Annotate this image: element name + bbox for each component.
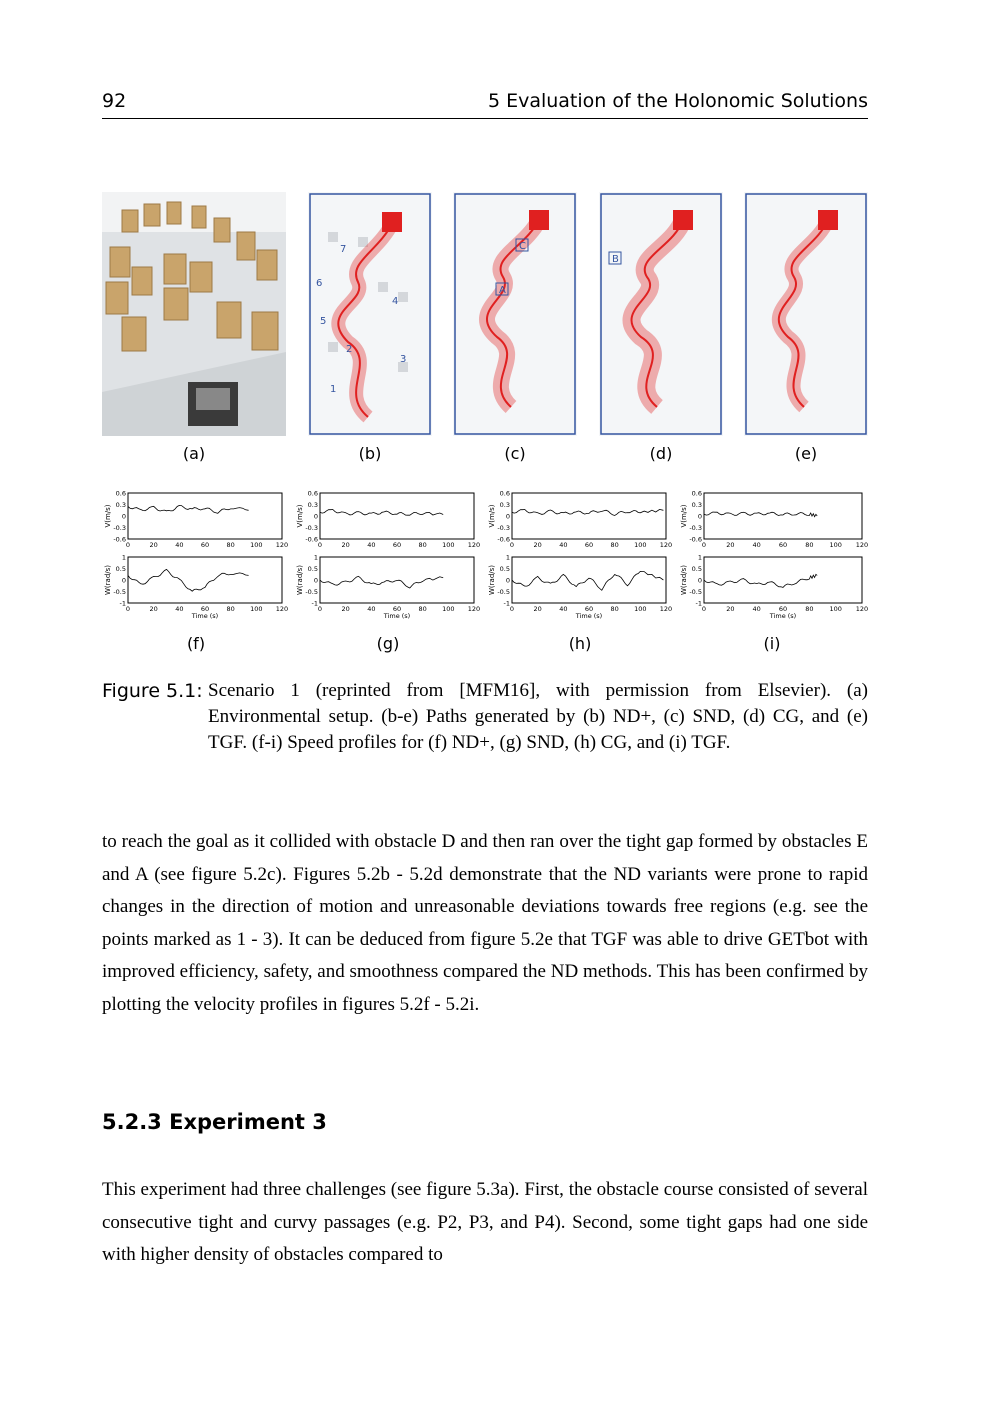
path-marker-6: 6 bbox=[316, 278, 323, 289]
plot-f-w-xtick: 20 bbox=[149, 605, 158, 613]
plot-g-v-ytick: -0.6 bbox=[305, 535, 318, 544]
subfig-label-g: (g) bbox=[376, 634, 400, 653]
plot-g-v-frame bbox=[320, 493, 474, 539]
plot-f-v-xtick: 120 bbox=[275, 541, 288, 549]
plot-f-v-ytick: -0.6 bbox=[113, 535, 126, 544]
plot-f-w-ytick: 1 bbox=[121, 553, 126, 562]
path-map-e bbox=[744, 192, 868, 436]
plot-i-w-line bbox=[704, 574, 817, 587]
plot-i-v-ytick: 0.3 bbox=[691, 501, 702, 509]
plot-g-v-line bbox=[320, 510, 443, 516]
subfig-label-d: (d) bbox=[649, 444, 673, 463]
speed-profile-h bbox=[486, 487, 672, 627]
plot-g-w-xtick: 0 bbox=[317, 605, 323, 613]
plot-h-v-xtick: 40 bbox=[559, 541, 568, 549]
plot-f-v-ylabel: V(m/s) bbox=[104, 504, 112, 528]
caption-label: Figure 5.1: bbox=[102, 680, 203, 702]
plot-h-v-xtick: 100 bbox=[634, 541, 647, 549]
plot-h-w-xtick: 20 bbox=[533, 605, 542, 613]
plot-g-v-xtick: 60 bbox=[392, 541, 402, 549]
subfig-label-h: (h) bbox=[568, 634, 592, 653]
plot-h-w-ytick: 1 bbox=[505, 553, 510, 562]
plot-h-v-xtick: 80 bbox=[610, 541, 619, 549]
plot-g-w-xtick: 60 bbox=[392, 605, 402, 613]
path-map-d-drawing bbox=[599, 192, 723, 436]
plot-i-w-frame bbox=[704, 557, 862, 603]
plot-f-w-line bbox=[128, 569, 249, 591]
plot-h-w-xtick: 120 bbox=[659, 605, 672, 613]
plot-f-v-ytick: 0.6 bbox=[115, 489, 126, 498]
plot-i-w-xlabel: Time (s) bbox=[769, 612, 797, 620]
path-marker-4: 4 bbox=[392, 296, 399, 307]
path-map-c bbox=[453, 192, 577, 436]
path-map-b bbox=[308, 192, 432, 436]
subfig-label-c: (c) bbox=[504, 444, 526, 463]
plot-h-v-line bbox=[512, 509, 663, 515]
plot-i-w-xtick: 120 bbox=[855, 605, 868, 613]
plot-h-v-ytick: -0.3 bbox=[497, 524, 510, 532]
plot-i-w-ytick: 1 bbox=[697, 553, 702, 562]
plot-f-v-xtick: 40 bbox=[175, 541, 184, 549]
plot-i-v-xtick: 120 bbox=[855, 541, 868, 549]
plot-g-v-ylabel: V(m/s) bbox=[296, 504, 304, 528]
plot-g-w-xtick: 80 bbox=[418, 605, 427, 613]
plot-i-w-ytick: 0.5 bbox=[691, 565, 702, 573]
body-paragraph-1: to reach the goal as it collided with obstacle D and then ran over the tight gap formed by obstacles E and A (see figure 5.2c). Figures 5.2b - 5.2d demonstrate that the ND variants were prone to rapid changes in the direction of motion and unreasonable deviations towards free regions (e.g. see the points marked as 1 - 3). It can be deduced from figure 5.2e that TGF was able to drive GETbot with improved efficiency, safety, and smoothness compared the ND methods. This has been confirmed by plotting the velocity profiles in figures 5.2f - 5.2i. bbox=[102, 831, 868, 1015]
path-map-b-drawing bbox=[308, 192, 432, 436]
plot-g-v-ytick: 0.3 bbox=[307, 501, 318, 509]
plot-i-w-xtick: 80 bbox=[805, 605, 814, 613]
running-title: 5 Evaluation of the Holonomic Solutions bbox=[487, 90, 868, 112]
environment-photo bbox=[102, 192, 286, 436]
plot-i-v-xtick: 100 bbox=[829, 541, 842, 549]
path-map-d bbox=[599, 192, 723, 436]
plot-g-w-ytick: 0 bbox=[313, 576, 318, 585]
plot-h-v-ytick: 0 bbox=[505, 512, 510, 521]
plot-i-v-xtick: 80 bbox=[805, 541, 814, 549]
plot-h-w-ytick: 0.5 bbox=[499, 565, 510, 573]
plot-f-v-ytick: 0.3 bbox=[115, 501, 126, 509]
figure-caption bbox=[102, 678, 868, 756]
plot-i-w-xtick: 40 bbox=[752, 605, 761, 613]
caption-text: Scenario 1 (reprinted from [MFM16], with permission from Elsevier). (a) Environmental setup. (b-e) Paths generated by (b) ND+, (c) SND, (d) CG, and (e) TGF. (f-i) Speed profiles for (f) ND+, (g) SND, (h) CG, and (i) TGF. bbox=[208, 680, 868, 753]
plot-g-w-line bbox=[320, 576, 443, 588]
plot-i-v-ytick: -0.6 bbox=[689, 535, 702, 544]
plot-f-v-xtick: 20 bbox=[149, 541, 158, 549]
plot-i-v-xtick: 60 bbox=[778, 541, 788, 549]
plot-i-v-ytick: 0 bbox=[697, 512, 702, 521]
plot-i-w-xtick: 0 bbox=[701, 605, 707, 613]
plot-f-v-line bbox=[128, 505, 249, 513]
plot-h-w-ytick: -1 bbox=[503, 599, 510, 608]
plot-f-w-ytick: 0 bbox=[121, 576, 126, 585]
plot-f-w-xtick: 0 bbox=[125, 605, 131, 613]
path-marker-2: 2 bbox=[346, 344, 353, 355]
plot-i-w-xtick: 100 bbox=[829, 605, 842, 613]
subfig-label-i: (i) bbox=[763, 634, 781, 653]
plot-f-w-xtick: 80 bbox=[226, 605, 235, 613]
plot-g-v-ytick: 0.6 bbox=[307, 489, 318, 498]
plot-f-w-xtick: 60 bbox=[200, 605, 210, 613]
page-header bbox=[102, 88, 868, 119]
path-marker-5: 5 bbox=[320, 316, 327, 327]
plot-g-w-xtick: 120 bbox=[467, 605, 480, 613]
plot-f-w-ytick: 0.5 bbox=[115, 565, 126, 573]
plot-g-w-xlabel: Time (s) bbox=[383, 612, 411, 620]
plot-g-w-ytick: 0.5 bbox=[307, 565, 318, 573]
plot-h-w-xlabel: Time (s) bbox=[575, 612, 603, 620]
plot-h-w-ylabel: W(rad/s) bbox=[488, 565, 496, 595]
speed-profile-g bbox=[294, 487, 480, 627]
plot-h-w-ytick: -0.5 bbox=[497, 588, 510, 596]
plot-f-v-xtick: 80 bbox=[226, 541, 235, 549]
plot-h-w-xtick: 100 bbox=[634, 605, 647, 613]
plot-h-v-xtick: 60 bbox=[584, 541, 594, 549]
plot-h-w-xtick: 40 bbox=[559, 605, 568, 613]
plot-g-w-ytick: -0.5 bbox=[305, 588, 318, 596]
plot-f-v-ytick: 0 bbox=[121, 512, 126, 521]
subfig-label-f: (f) bbox=[186, 634, 206, 653]
plot-h-v-ytick: -0.6 bbox=[497, 535, 510, 544]
speed-profile-f bbox=[102, 487, 288, 627]
page-number: 92 bbox=[102, 90, 127, 112]
plot-f-w-frame bbox=[128, 557, 282, 603]
plot-i-v-xtick: 40 bbox=[752, 541, 761, 549]
plot-g-w-ytick: -1 bbox=[311, 599, 318, 608]
plot-g-v-xtick: 40 bbox=[367, 541, 376, 549]
plot-h-w-xtick: 80 bbox=[610, 605, 619, 613]
plot-f-v-xtick: 100 bbox=[250, 541, 263, 549]
obstacle-marker-b: B bbox=[612, 254, 619, 265]
subfig-label-a: (a) bbox=[182, 444, 206, 463]
subfig-label-e: (e) bbox=[794, 444, 818, 463]
plot-h-v-ytick: 0.3 bbox=[499, 501, 510, 509]
plot-g-w-ylabel: W(rad/s) bbox=[296, 565, 304, 595]
plot-g-w-xtick: 100 bbox=[442, 605, 455, 613]
plot-h-w-line bbox=[512, 571, 663, 590]
plot-i-v-ytick: -0.3 bbox=[689, 524, 702, 532]
plot-h-w-frame bbox=[512, 557, 666, 603]
plot-g-v-xtick: 120 bbox=[467, 541, 480, 549]
plot-g-v-xtick: 100 bbox=[442, 541, 455, 549]
plot-g-w-frame bbox=[320, 557, 474, 603]
plot-i-v-ytick: 0.6 bbox=[691, 489, 702, 498]
plot-g-w-ytick: 1 bbox=[313, 553, 318, 562]
plot-f-v-xtick: 0 bbox=[125, 541, 131, 549]
plot-i-w-ytick: -1 bbox=[695, 599, 702, 608]
plot-g-w-xtick: 40 bbox=[367, 605, 376, 613]
plot-i-v-frame bbox=[704, 493, 862, 539]
path-marker-3: 3 bbox=[400, 354, 407, 365]
plot-h-w-xtick: 60 bbox=[584, 605, 594, 613]
plot-h-v-xtick: 0 bbox=[509, 541, 515, 549]
plot-i-w-ytick: -0.5 bbox=[689, 588, 702, 596]
body-paragraph-2: This experiment had three challenges (see figure 5.3a). First, the obstacle course consisted of several consecutive tight and curvy passages (e.g. P2, P3, and P4). Second, some tight gaps had one side with higher density of obstacles compared to bbox=[102, 1179, 868, 1266]
plot-g-v-xtick: 20 bbox=[341, 541, 350, 549]
path-marker-1: 1 bbox=[330, 384, 337, 395]
plot-f-w-xtick: 120 bbox=[275, 605, 288, 613]
plot-i-v-ylabel: V(m/s) bbox=[680, 504, 688, 528]
plot-f-w-xtick: 100 bbox=[250, 605, 263, 613]
plot-g-v-ytick: -0.3 bbox=[305, 524, 318, 532]
plot-h-w-ytick: 0 bbox=[505, 576, 510, 585]
plot-f-w-ytick: -0.5 bbox=[113, 588, 126, 596]
plot-f-v-ytick: -0.3 bbox=[113, 524, 126, 532]
plot-g-w-xtick: 20 bbox=[341, 605, 350, 613]
plot-f-v-frame bbox=[128, 493, 282, 539]
plot-f-w-xtick: 40 bbox=[175, 605, 184, 613]
plot-g-v-xtick: 0 bbox=[317, 541, 323, 549]
plot-h-v-xtick: 20 bbox=[533, 541, 542, 549]
plot-i-w-ytick: 0 bbox=[697, 576, 702, 585]
plot-f-w-ytick: -1 bbox=[119, 599, 126, 608]
obstacle-marker-a: A bbox=[499, 285, 506, 296]
plot-g-v-ytick: 0 bbox=[313, 512, 318, 521]
subfig-label-b: (b) bbox=[358, 444, 382, 463]
plot-f-v-xtick: 60 bbox=[200, 541, 210, 549]
plot-i-w-ylabel: W(rad/s) bbox=[680, 565, 688, 595]
plot-f-w-ylabel: W(rad/s) bbox=[104, 565, 112, 595]
plot-i-v-line bbox=[704, 512, 817, 517]
plot-h-v-xtick: 120 bbox=[659, 541, 672, 549]
plot-i-v-xtick: 20 bbox=[726, 541, 735, 549]
plot-f-w-xlabel: Time (s) bbox=[191, 612, 219, 620]
speed-profile-i bbox=[678, 487, 868, 627]
path-marker-7: 7 bbox=[340, 244, 347, 255]
plot-h-v-ytick: 0.6 bbox=[499, 489, 510, 498]
path-map-c-drawing bbox=[453, 192, 577, 436]
plot-h-v-ylabel: V(m/s) bbox=[488, 504, 496, 528]
plot-h-w-xtick: 0 bbox=[509, 605, 515, 613]
path-map-e-drawing bbox=[744, 192, 868, 436]
plot-i-w-xtick: 20 bbox=[726, 605, 735, 613]
plot-h-v-frame bbox=[512, 493, 666, 539]
environment-photo-drawing bbox=[102, 192, 286, 436]
plot-i-w-xtick: 60 bbox=[778, 605, 788, 613]
plot-g-v-xtick: 80 bbox=[418, 541, 427, 549]
plot-i-v-xtick: 0 bbox=[701, 541, 707, 549]
section-heading: 5.2.3 Experiment 3 bbox=[102, 1110, 327, 1134]
obstacle-marker-c: C bbox=[519, 241, 526, 252]
